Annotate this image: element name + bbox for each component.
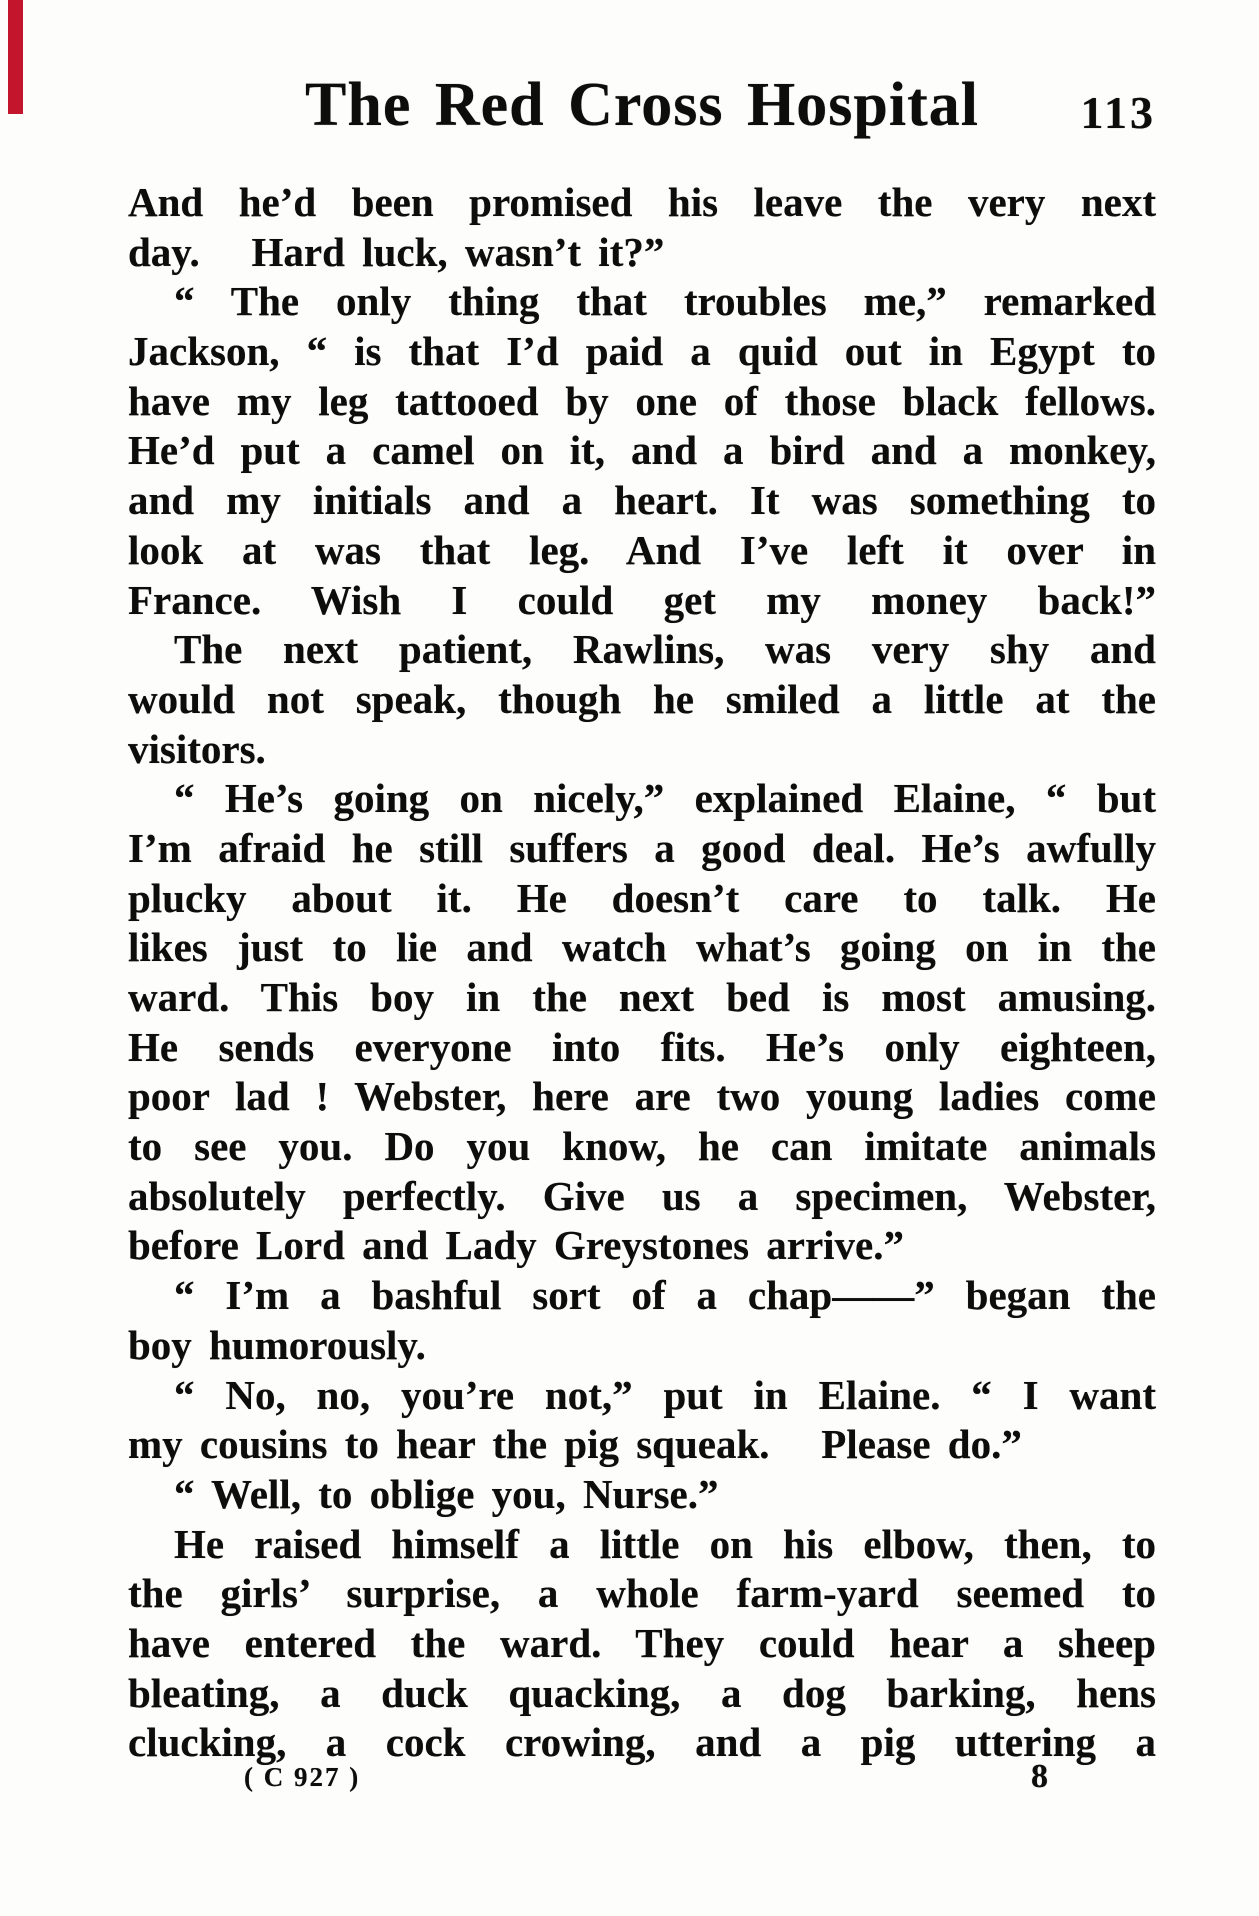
text-line: the girls’ surprise, a whole farm-yard seemed to: [128, 1570, 1156, 1617]
text-line: He raised himself a little on his elbow, then, to: [174, 1520, 1156, 1567]
text-line: likes just to lie and watch what’s going on in the: [128, 924, 1156, 971]
text-line: my cousins to hear the pig squeak. Please do.”: [128, 1421, 1022, 1468]
text-line: Jackson, “ is that I’d paid a quid out in Egypt to: [128, 328, 1156, 375]
printer-key: ( C 927 ): [244, 1762, 361, 1792]
running-header: [128, 71, 1156, 164]
text-line: absolutely perfectly. Give us a specimen, Webster,: [128, 1172, 1156, 1219]
text-line: “ The only thing that troubles me,” remarked: [174, 278, 1156, 325]
text-line: The next patient, Rawlins, was very shy and: [174, 626, 1156, 673]
text-line: before Lord and Lady Greystones arrive.”: [128, 1222, 905, 1269]
text-line: poor lad ! Webster, here are two young ladies come: [128, 1073, 1156, 1120]
text-line: have my leg tattooed by one of those black fellows.: [128, 377, 1156, 424]
text-line: “ He’s going on nicely,” explained Elaine, “ but: [174, 775, 1156, 822]
text-line: “ I’m a bashful sort of a chap——” began the: [174, 1272, 1156, 1319]
text-line: “ No, no, you’re not,” put in Elaine. “ I want: [174, 1371, 1156, 1418]
text-line: would not speak, though he smiled a little at the: [128, 675, 1156, 722]
text-line: have entered the ward. They could hear a sheep: [128, 1619, 1156, 1666]
text-line: and my initials and a heart. It was something to: [128, 477, 1156, 524]
running-head-title: The Red Cross Hospital: [305, 71, 979, 139]
text-line: to see you. Do you know, he can imitate animals: [128, 1123, 1156, 1170]
page-number: 113: [1080, 87, 1156, 138]
text-line: He’d put a camel on it, and a bird and a monkey,: [128, 427, 1156, 474]
page-footer: [128, 1756, 1156, 1802]
text-block: [128, 178, 1156, 1768]
text-line: I’m afraid he still suffers a good deal. He’s awfully: [128, 824, 1156, 871]
text-line: ward. This boy in the next bed is most amusing.: [128, 974, 1156, 1020]
text-line: And he’d been promised his leave the very next: [128, 179, 1156, 225]
text-line: clucking, a cock crowing, and a pig uttering a: [128, 1719, 1156, 1766]
red-edge-artifact: [8, 0, 23, 114]
text-line: day. Hard luck, wasn’t it?”: [128, 228, 665, 275]
text-line: France. Wish I could get my money back!”: [128, 576, 1156, 623]
text-line: visitors.: [128, 725, 266, 772]
text-line: bleating, a duck quacking, a dog barking, hens: [128, 1669, 1156, 1716]
text-line: “ Well, to oblige you, Nurse.”: [174, 1470, 719, 1517]
text-line: boy humorously.: [128, 1321, 426, 1368]
text-line: He sends everyone into fits. He’s only eighteen,: [128, 1023, 1156, 1070]
signature-number: 8: [1031, 1758, 1048, 1795]
text-line: look at was that leg. And I’ve left it over in: [128, 526, 1156, 573]
text-line: plucky about it. He doesn’t care to talk. He: [128, 874, 1156, 921]
